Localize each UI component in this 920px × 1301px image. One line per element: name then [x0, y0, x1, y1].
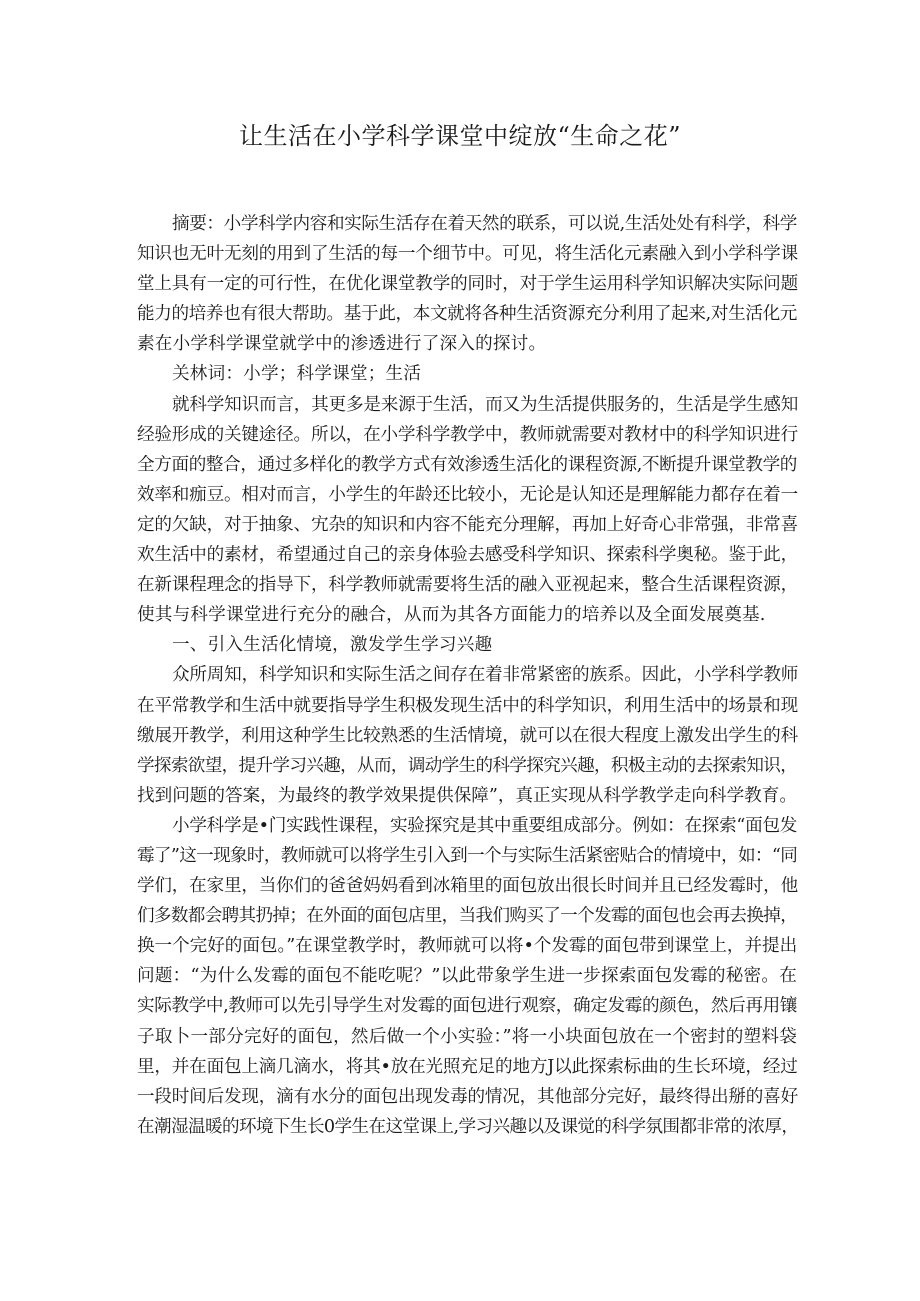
text-line: 问题：“为什么发霉的面包不能吃呢？”以此带象学生进一步探索面包发霉的秘密。在 — [137, 966, 797, 987]
text-line: 就科学知识而言，其更多是来源于生活，而又为生活提供服务的，生活是学生感知 — [172, 394, 799, 415]
text-line: 霉了”这一现象时，教师就可以将学生引入到一个与实际生活紧密贴合的情境中，如：“同 — [137, 845, 797, 866]
text-line: 堂上具有一定的可行性，在优化课堂教学的同时，对于学生运用科学知识解决实际问题 — [137, 274, 798, 295]
text-line: 学们，在家里，当你们的爸爸妈妈看到冰箱里的面包放出很长时间并且已经发霉时，他 — [137, 876, 798, 897]
text-line: 素在小学科学课堂就学中的渗透进行了深入的探讨。 — [137, 334, 547, 355]
text-line: 换一个完好的面包。”在课堂教学时，教师就可以将•个发霉的面包带到课堂上，并提出 — [137, 936, 797, 957]
text-line: 关林词：小学；科学课堂；生活 — [172, 364, 422, 385]
text-line: 缴展开教学，利用这种学生比较熟悉的生活情境，就可以在很大程度上激发出学生的科 — [137, 725, 798, 746]
document-body — [137, 209, 797, 1142]
text-line: 使其与科学课堂进行充分的融合，从而为其各方面能力的培养以及全面发展奠基. — [137, 605, 766, 626]
text-line: 找到问题的答案，为最终的教学效果提供保障”，真正实现从科学教学走向科学教育。 — [137, 785, 797, 806]
text-line: 在平常教学和生活中就要指导学生积极发现生活中的科学知识，利用生活中的场景和现 — [137, 695, 798, 716]
text-line: 经验形成的关键途径。所以，在小学科学教学中，教师就需要对教材中的科学知识进行 — [137, 424, 798, 445]
text-line: 摘要：小学科学内容和实际生活存在着天然的联系，可以说,生活处处有科学，科学 — [172, 214, 797, 234]
text-line: 一段时间后发现，滴有水分的面包出现发毒的情况，其他部分完好，最终得出掰的喜好 — [137, 1086, 798, 1107]
page-title: 让生活在小学科学课堂中绽放“生命之花” — [238, 122, 682, 150]
text-line: 众所周知，科学知识和实际生活之间存在着非常紧密的族系。因此，小学科学教师 — [172, 665, 799, 686]
text-line: 能力的培养也有很大帮助。基于此，本文就将各种生活资源充分利用了起来,对生活化元 — [137, 304, 797, 325]
text-line: 子取卜一部分完好的面包，然后做一个小实验：”将一小块面包放在一个密封的塑料袋 — [137, 1026, 797, 1047]
text-line: 效率和痂豆。相对而言，小学生的年龄还比较小，无论是认知还是理解能力都存在着一 — [137, 484, 798, 505]
text-line: 小学科学是•门实践性课程，实验探究是其中重要组成部分。例如：在探索“面包发 — [172, 815, 797, 836]
text-line: 一、引入生活化情境，激发学生学习兴趣 — [172, 635, 493, 656]
text-line: 实际教学中,教师可以先引导学生对发霉的面包进行观察，确定发霉的颜色，然后再用镶 — [137, 996, 797, 1017]
text-line: 在新课程理念的指导下，科学教师就需要将生活的融入亚视起来，整合生活课程资源， — [137, 575, 798, 596]
text-line: 定的欠缺，对于抽象、宄杂的知识和内容不能充分理解，再加上好奇心非常强，非常喜 — [137, 514, 798, 535]
text-line: 里，并在面包上滴几滴水，将其•放在光照充足的地方J以此探索标曲的生长环境，经过 — [137, 1056, 798, 1077]
text-line: 全方面的整合，通过多样化的教学方式有效渗透生活化的课程资源,不断提升课堂教学的 — [137, 454, 797, 475]
text-line: 学探索欲望，提升学习兴趣，从而，调动学生的科学探究兴趣，积极主动的去探索知识， — [137, 755, 797, 776]
text-line: 欢生活中的素材，希望通过自己的亲身体验去感受科学知识、探索科学奥秘。鉴于此， — [137, 545, 798, 566]
text-line: 在潮湿温暖的环境下生长0学生在这堂课上,学习兴趣以及课觉的科学氛围都非常的浓厚， — [137, 1116, 799, 1137]
text-line: 知识也无叶无刻的用到了生活的每一个细节中。可见，将生活化元素融入到小学科学课 — [137, 244, 798, 265]
text-line: 们多数都会聘其扔掉；在外面的面包店里，当我们购买了一个发霉的面包也会再去换掉， — [137, 906, 797, 927]
